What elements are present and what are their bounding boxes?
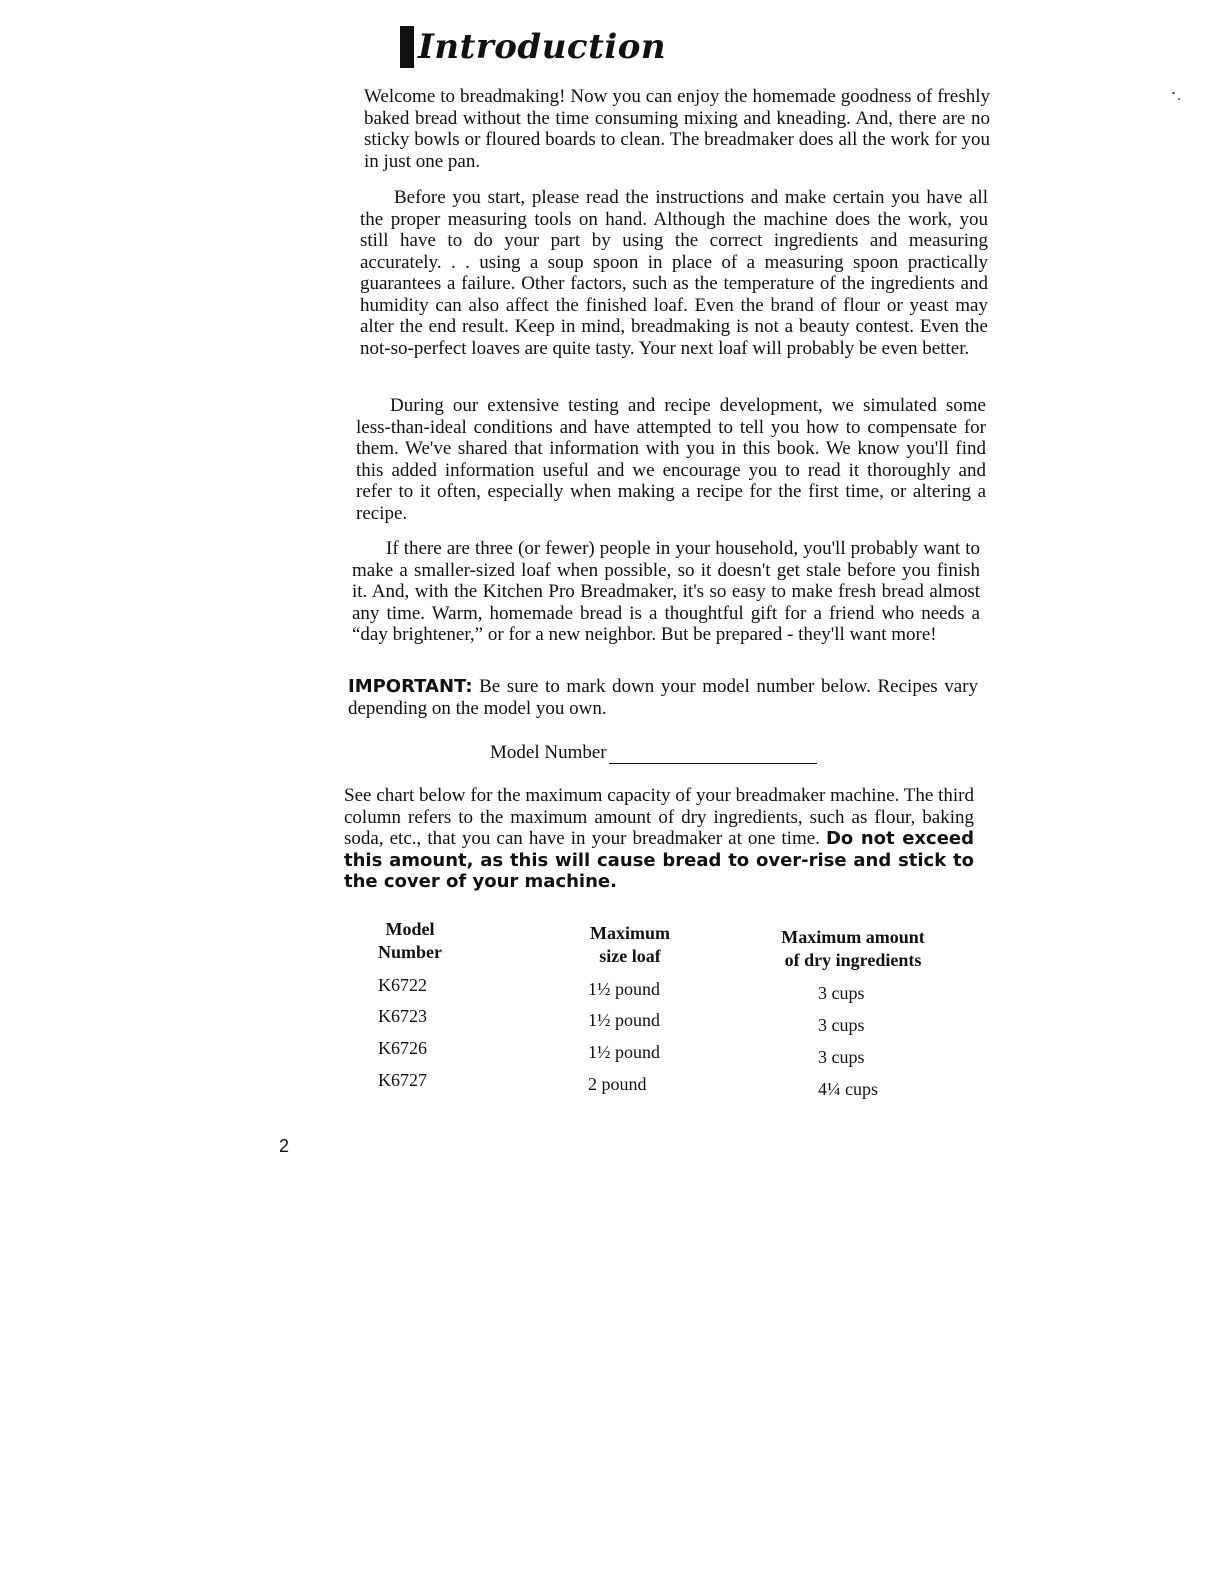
page-title: Introduction bbox=[418, 27, 667, 67]
model-number-label: Model Number bbox=[490, 742, 607, 763]
intro-paragraph-2: Before you start, please read the instructions and make certain you have all the proper measuring tools on hand. Although the machine does the work, you still have to do your part by using the correct ingredients and measuring accurately. . . using a soup spoon in place of a measuring spoon practically guarantees a failure. Other factors, such as the temperature of the ingredients and humidity can also affect the finished loaf. Even the brand of flour or yeast may alter the end result. Keep in mind, breadmaking is not a beauty contest. Even the not-so-perfect loaves are quite tasty. Your next loaf will probably be even better. bbox=[360, 187, 988, 359]
section-heading bbox=[400, 22, 666, 72]
table-cell-dry-ingredients: 3 cups bbox=[818, 1047, 865, 1067]
page-number: 2 bbox=[279, 1136, 290, 1156]
important-note bbox=[348, 676, 978, 719]
chart-intro-paragraph bbox=[344, 785, 974, 893]
table-header-maximum-size-loaf bbox=[570, 922, 690, 968]
table-cell-model: K6722 bbox=[378, 975, 427, 995]
scan-speck bbox=[1172, 92, 1175, 94]
table-header-maximum-dry-ingredients bbox=[770, 926, 936, 972]
header-line: Model bbox=[385, 919, 435, 939]
header-line: Maximum bbox=[590, 923, 670, 943]
intro-paragraph-1: Welcome to breadmaking! Now you can enjoy the homemade goodness of freshly baked bread without the time consuming mixing and kneading. And, there are no sticky bowls or floured boards to clean. The breadmaker does all the work for you in just one pan. bbox=[364, 86, 990, 172]
table-cell-loaf-size: 1½ pound bbox=[588, 1042, 660, 1062]
important-text: Be sure to mark down your model number below. Recipes vary depending on the model you own. bbox=[348, 676, 978, 719]
table-cell-dry-ingredients: 4¼ cups bbox=[818, 1079, 878, 1099]
header-line: size loaf bbox=[599, 946, 661, 966]
chart-intro-text: See chart below for the maximum capacity of your breadmaker machine. The third column refers to the maximum amount of dry ingredients, such as flour, baking soda, etc., that you can have in your breadmaker at one time. bbox=[344, 785, 974, 849]
chart-warning-text: Do not exceed this amount, as this will cause bread to over-rise and stick to the cover of your machine. bbox=[344, 828, 974, 892]
table-cell-dry-ingredients: 3 cups bbox=[818, 983, 865, 1003]
capacity-table bbox=[360, 918, 980, 1108]
header-line: of dry ingredients bbox=[784, 950, 922, 970]
header-line: Maximum amount bbox=[781, 927, 925, 947]
table-cell-loaf-size: 1½ pound bbox=[588, 1010, 660, 1030]
important-label: IMPORTANT: bbox=[348, 676, 473, 697]
intro-paragraph-4: If there are three (or fewer) people in your household, you'll probably want to make a smaller-sized loaf when possible, so it doesn't get stale before you finish it. And, with the Kitchen Pro Breadmaker, it's so easy to make fresh bread almost any time. Warm, homemade bread is a thoughtful gift for a friend who needs a “day brightener,” or for a new neighbor. But be prepared - they'll want more! bbox=[352, 538, 980, 645]
intro-paragraph-3: During our extensive testing and recipe development, we simulated some less-than-ideal conditions and have attempted to tell you how to compensate for them. We've shared that information with you in this book. We know you'll find this added information useful and we encourage you to read it thoroughly and refer to it often, especially when making a recipe for the first time, or altering a recipe. bbox=[356, 395, 986, 524]
model-number-field bbox=[490, 742, 817, 764]
table-cell-loaf-size: 1½ pound bbox=[588, 979, 660, 999]
table-cell-dry-ingredients: 3 cups bbox=[818, 1015, 865, 1035]
table-cell-loaf-size: 2 pound bbox=[588, 1074, 647, 1094]
table-header-model-number bbox=[360, 918, 460, 964]
table-cell-model: K6727 bbox=[378, 1070, 427, 1090]
model-number-blank-line bbox=[609, 745, 817, 764]
scan-speck bbox=[1178, 98, 1180, 100]
header-line: Number bbox=[378, 942, 442, 962]
table-cell-model: K6726 bbox=[378, 1038, 427, 1058]
heading-bar-marker bbox=[400, 26, 414, 68]
table-cell-model: K6723 bbox=[378, 1006, 427, 1026]
